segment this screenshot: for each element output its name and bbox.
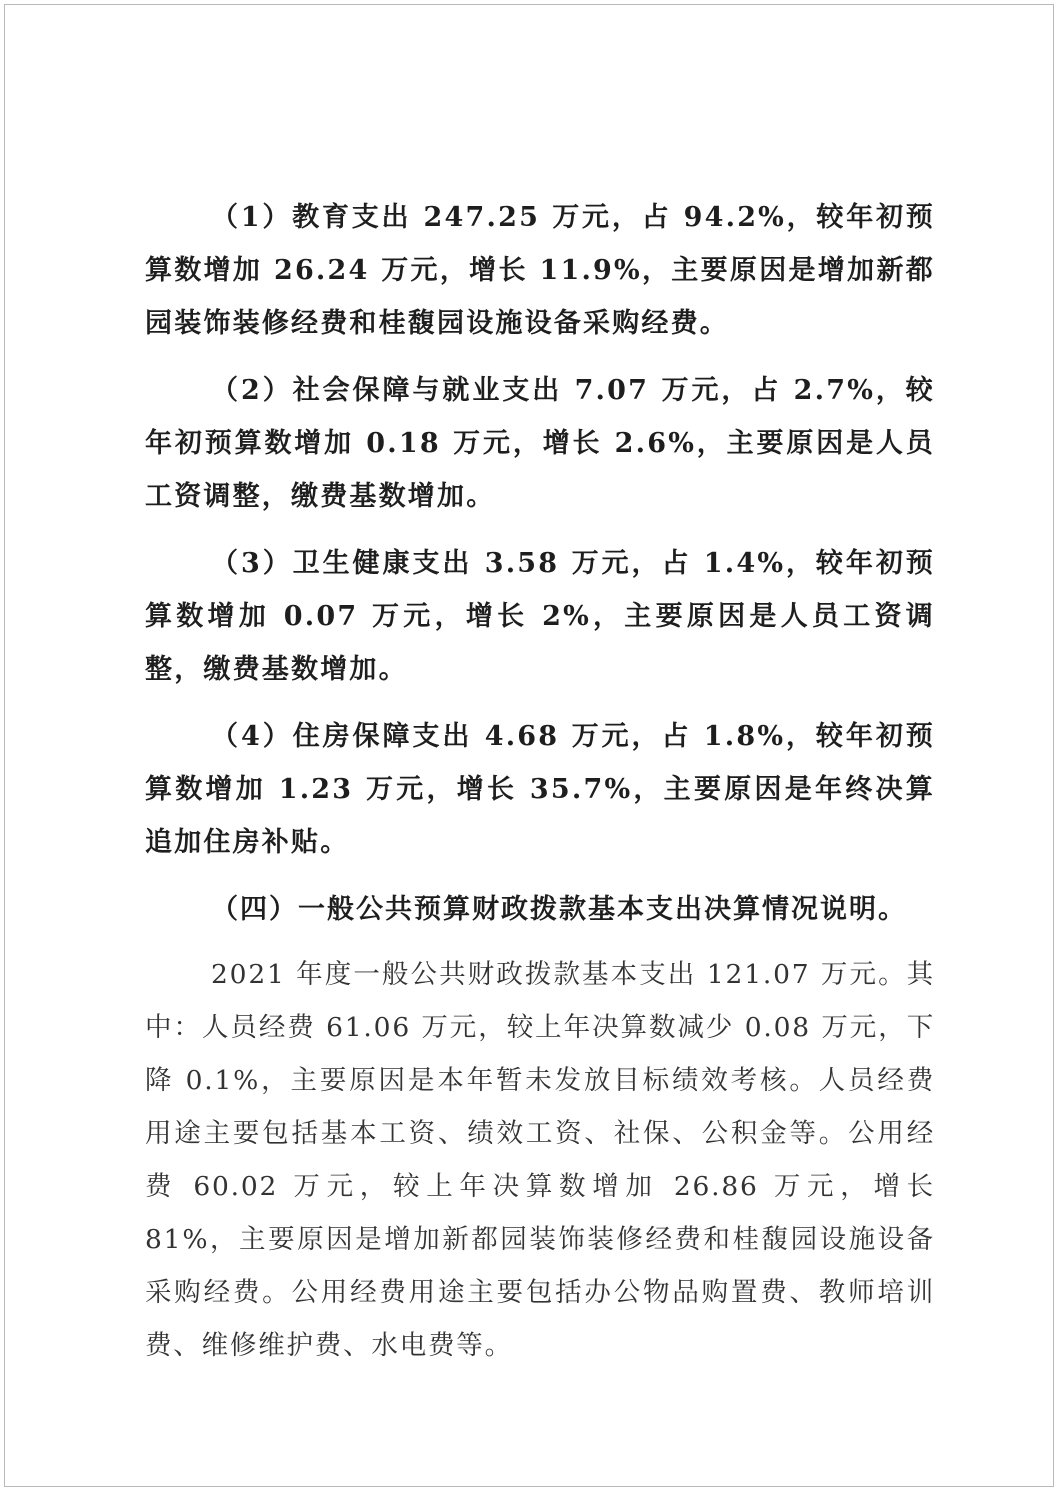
paragraph-item-3: （3）卫生健康支出 3.58 万元，占 1.4%，较年初预算数增加 0.07 万元，增长 2%，主要原因是人员工资调整，缴费基数增加。 (145, 548, 935, 685)
section-heading: （四）一般公共预算财政拨款基本支出决算情况说明。 (211, 894, 907, 925)
document-page (4, 4, 1054, 1487)
paragraph-item-4: （4）住房保障支出 4.68 万元，占 1.8%，较年初预算数增加 1.23 万元，增长 35.7%，主要原因是年终决算追加住房补贴。 (145, 721, 935, 858)
paragraph-item-1: （1）教育支出 247.25 万元，占 94.2%，较年初预算数增加 26.24 万元，增长 11.9%，主要原因是增加新都园装饰装修经费和桂馥园设施设备采购经费。 (145, 202, 935, 339)
body-paragraph: 2021 年度一般公共财政拨款基本支出 121.07 万元。其中：人员经费 61.06 万元，较上年决算数减少 0.08 万元，下降 0.1%，主要原因是本年暂未发放目标绩效考核。人员经费用途主要包括基本工资、绩效工资、社保、公积金等。公用经费 60.02 万元，较上年决算数增加 26.86 万元，增长 81%，主要原因是增加新都园装饰装修经费和桂馥园设施设备采购经费。公用经费用途主要包括办公物品购置费、教师培训费、维修维护费、水电费等。 (145, 959, 946, 1361)
document-content (145, 191, 946, 1372)
paragraph-item-2: （2）社会保障与就业支出 7.07 万元，占 2.7%，较年初预算数增加 0.18 万元，增长 2.6%，主要原因是人员工资调整，缴费基数增加。 (145, 375, 935, 512)
